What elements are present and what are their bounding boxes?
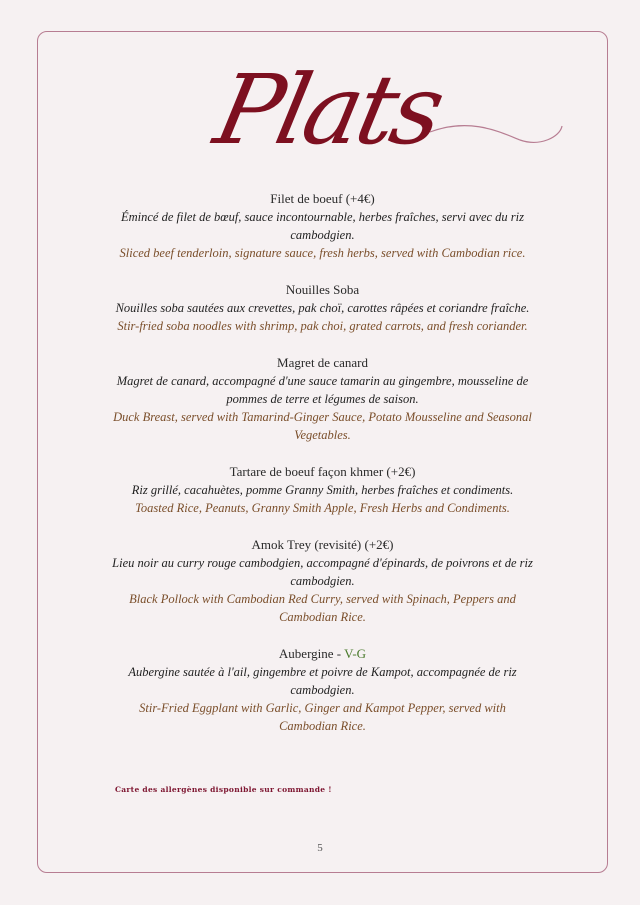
dish-name bbox=[110, 190, 535, 208]
page-title: Plats bbox=[206, 54, 451, 166]
dish-name-text: Tartare de boeuf façon khmer (+2€) bbox=[229, 464, 416, 479]
allergen-note: Carte des allergènes disponible sur commande ! bbox=[115, 785, 332, 794]
dish-item bbox=[110, 536, 535, 626]
vegan-tag: V-G bbox=[344, 646, 367, 661]
dish-name-text: Magret de canard bbox=[277, 355, 368, 370]
dish-name bbox=[110, 281, 535, 299]
dish-description-en: Stir-fried soba noodles with shrimp, pak choi, grated carrots, and fresh coriander. bbox=[117, 319, 528, 333]
dish-description-en: Black Pollock with Cambodian Red Curry, served with Spinach, Peppers and Cambodian Rice. bbox=[129, 592, 516, 624]
dish-item bbox=[110, 354, 535, 444]
dish-description-en: Toasted Rice, Peanuts, Granny Smith Apple, Fresh Herbs and Condiments. bbox=[135, 501, 510, 515]
dish-name-text: Filet de boeuf (+4€) bbox=[270, 191, 375, 206]
dish-description-fr: Nouilles soba sautées aux crevettes, pak choï, carottes râpées et coriandre fraîche. bbox=[115, 301, 530, 315]
dish-description-en: Stir-Fried Eggplant with Garlic, Ginger and Kampot Pepper, served with Cambodian Rice. bbox=[139, 701, 506, 733]
dish-name bbox=[110, 354, 535, 372]
dish-description-fr: Riz grillé, cacahuètes, pomme Granny Smith, herbes fraîches et condiments. bbox=[131, 483, 514, 497]
dish-description-fr: Magret de canard, accompagné d'une sauce tamarin au gingembre, mousseline de pommes de terre et légumes de saison. bbox=[116, 374, 529, 406]
dish-name-text: Amok Trey (revisité) (+2€) bbox=[251, 537, 394, 552]
page-number: 5 bbox=[317, 842, 323, 854]
dish-description-fr: Aubergine sautée à l'ail, gingembre et poivre de Kampot, accompagnée de riz cambodgien. bbox=[128, 665, 517, 697]
dish-name bbox=[110, 463, 535, 481]
dish-item bbox=[110, 190, 535, 262]
dish-name bbox=[110, 645, 535, 663]
dish-description-en: Sliced beef tenderloin, signature sauce, fresh herbs, served with Cambodian rice. bbox=[119, 246, 526, 260]
dish-description-fr: Émincé de filet de bœuf, sauce incontournable, herbes fraîches, servi avec du riz cambodgien. bbox=[120, 210, 525, 242]
dish-item bbox=[110, 463, 535, 517]
menu-list bbox=[110, 190, 535, 754]
dish-description-en: Duck Breast, served with Tamarind-Ginger Sauce, Potato Mousseline and Seasonal Vegetables. bbox=[113, 410, 532, 442]
dish-name-text: Aubergine - bbox=[278, 646, 345, 661]
dish-name bbox=[110, 536, 535, 554]
dish-name-text: Nouilles Soba bbox=[285, 282, 360, 297]
dish-item bbox=[110, 645, 535, 735]
dish-description-fr: Lieu noir au curry rouge cambodgien, accompagné d'épinards, de poivrons et de riz cambodgien. bbox=[112, 556, 533, 588]
dish-item bbox=[110, 281, 535, 335]
